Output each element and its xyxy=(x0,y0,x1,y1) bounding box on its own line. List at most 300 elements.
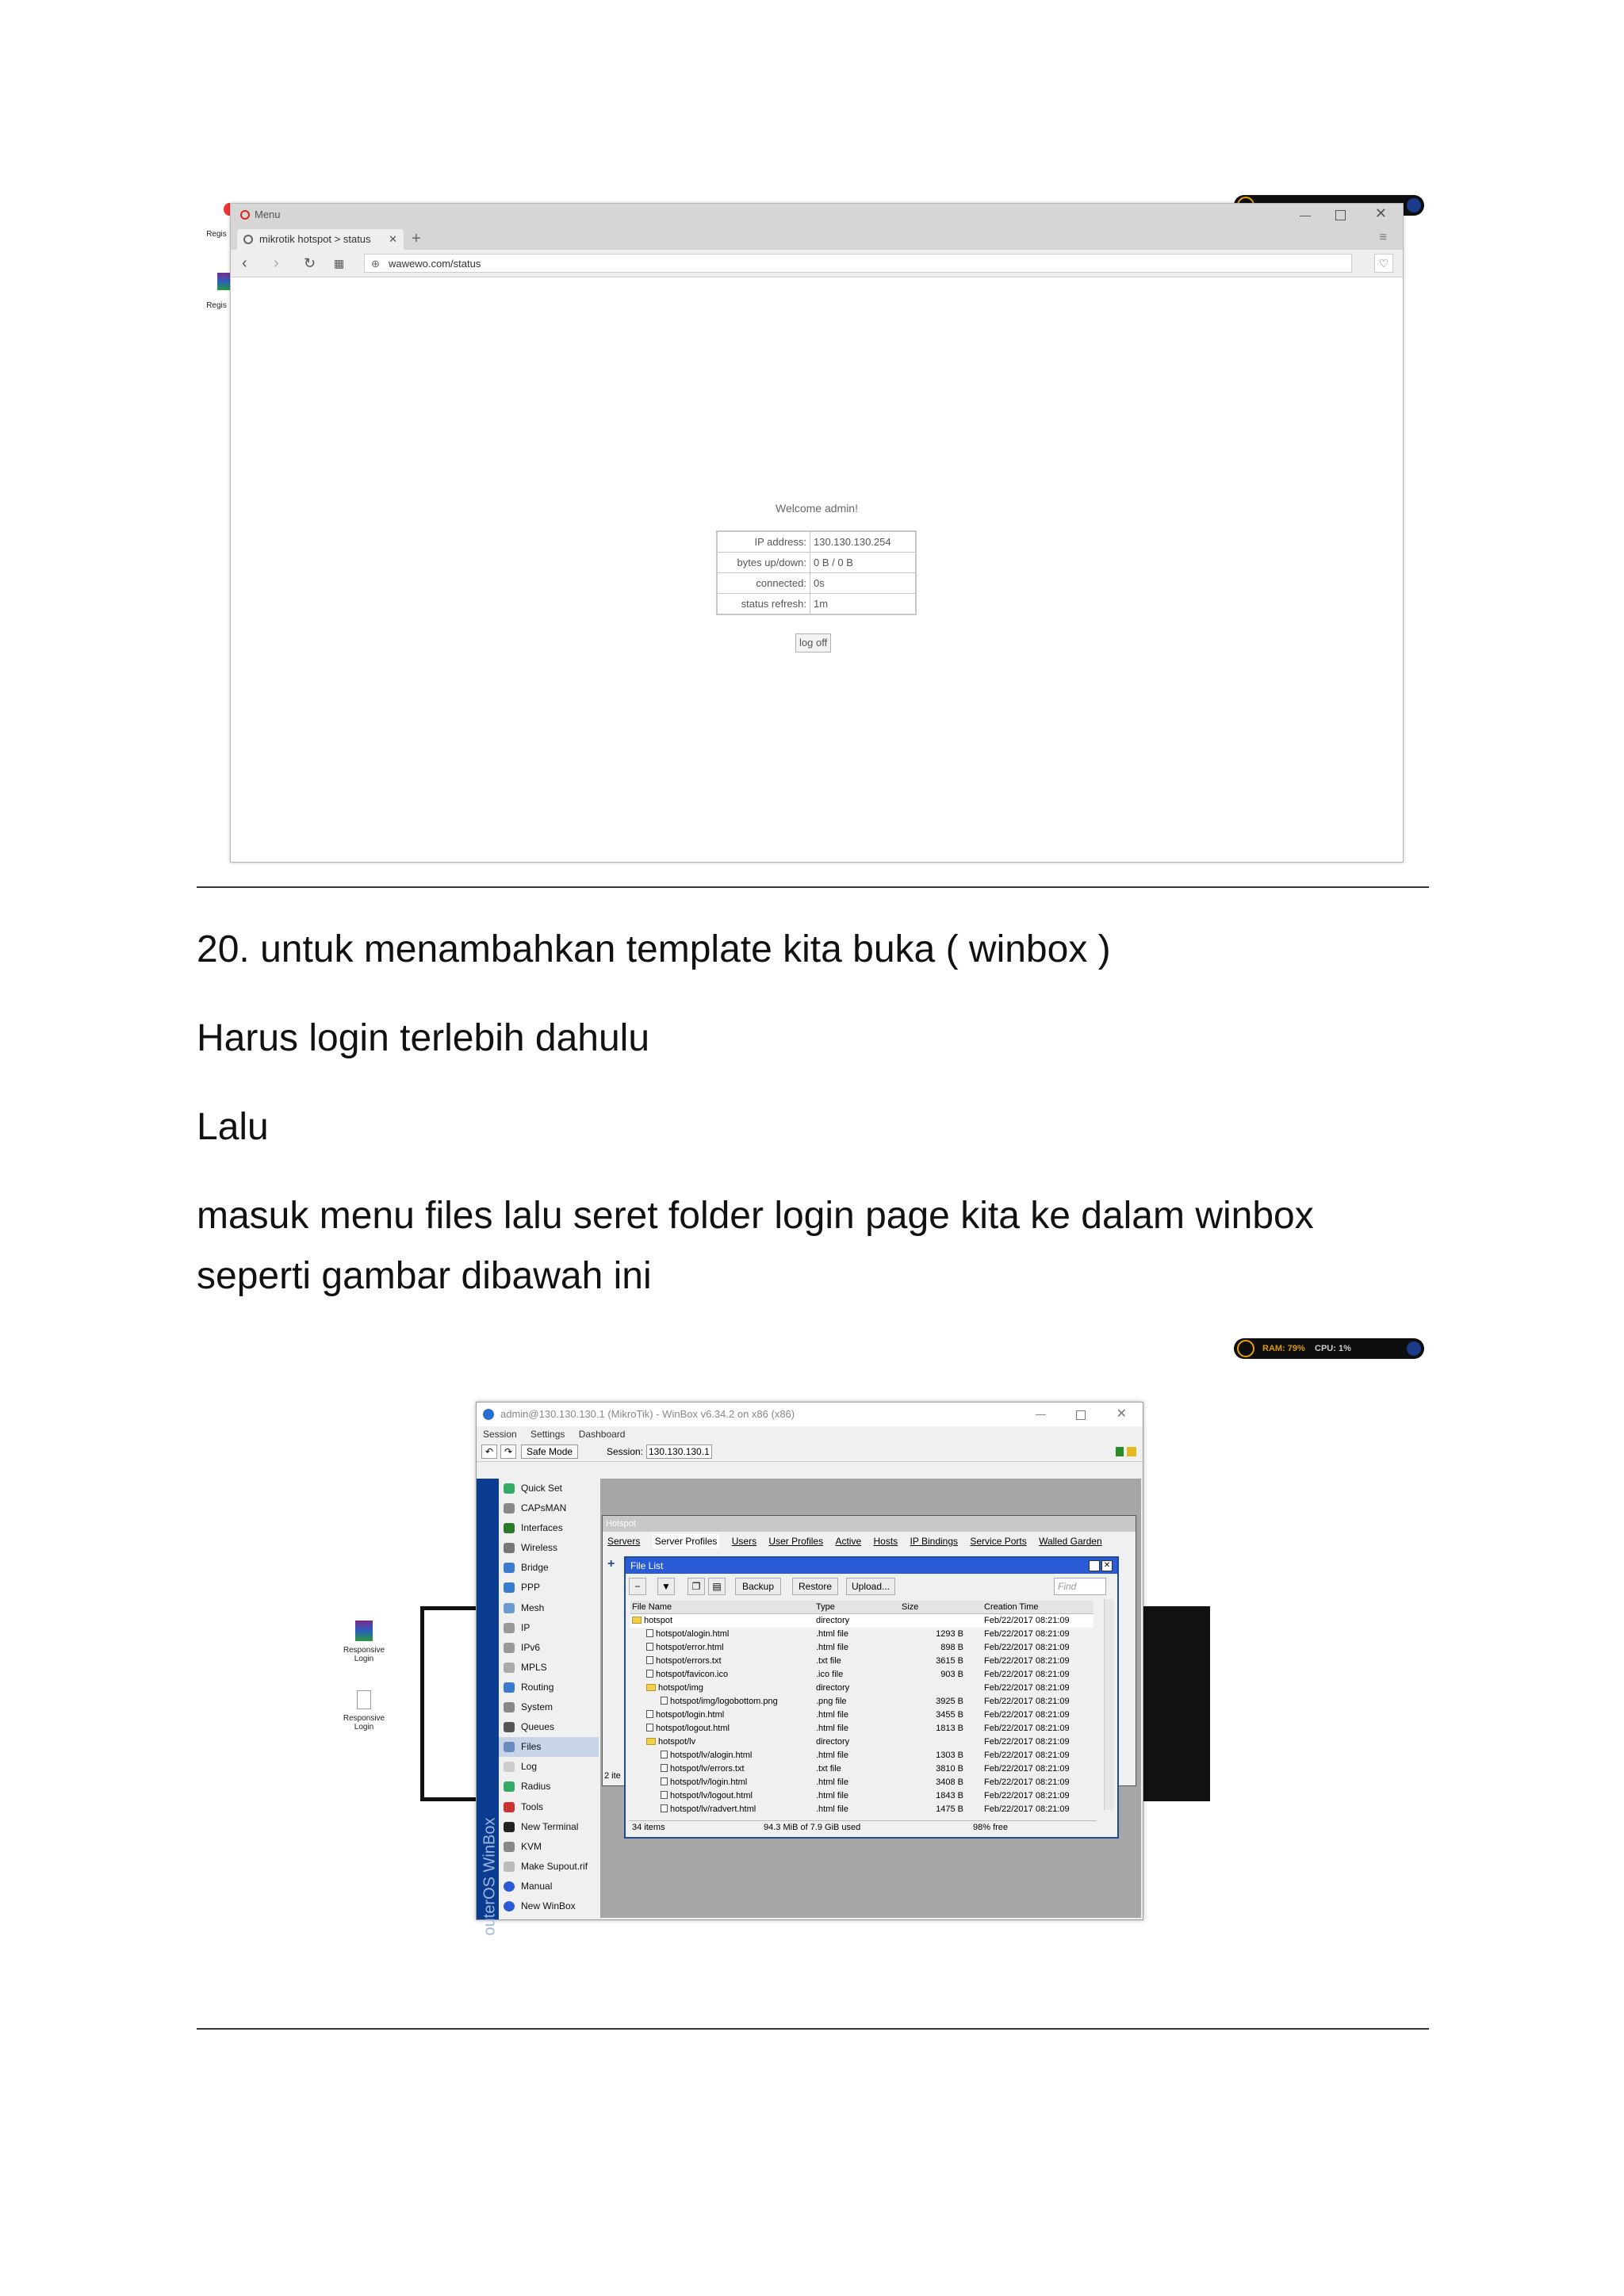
address-bar[interactable] xyxy=(364,254,1352,273)
file-icon xyxy=(357,1690,371,1709)
status-value: 130.130.130.254 xyxy=(810,531,917,553)
supout-icon xyxy=(504,1862,515,1872)
interfaces-icon xyxy=(504,1523,515,1533)
copy-icon[interactable]: ❐ xyxy=(688,1578,705,1595)
maximize-icon[interactable] xyxy=(1076,1410,1086,1420)
minimize-icon[interactable]: — xyxy=(1036,1408,1046,1420)
file-type xyxy=(816,1735,849,1749)
file-type-text: .txt file xyxy=(816,1764,841,1774)
file-time xyxy=(984,1789,1070,1803)
tab-menu-icon[interactable]: ≡ xyxy=(1379,231,1387,244)
sidebar-menu xyxy=(499,1479,599,1919)
maximize-icon[interactable] xyxy=(1335,210,1346,220)
file-type xyxy=(816,1722,848,1735)
file-time-text: Feb/22/2017 08:21:09 xyxy=(984,1629,1070,1639)
file-size-text: 3408 B xyxy=(936,1777,963,1787)
table-row[interactable] xyxy=(630,1641,1094,1655)
table-row[interactable] xyxy=(630,1628,1094,1641)
tab-ip-bindings[interactable]: IP Bindings xyxy=(910,1536,959,1547)
manual-icon xyxy=(504,1881,515,1892)
file-type-text: directory xyxy=(816,1683,850,1693)
file-type xyxy=(816,1762,841,1776)
table-row[interactable] xyxy=(630,1722,1094,1735)
mikrotik-icon xyxy=(243,235,253,244)
divider xyxy=(197,2028,1429,2030)
nav-label: Files xyxy=(521,1741,542,1753)
file-time-text: Feb/22/2017 08:21:09 xyxy=(984,1791,1070,1800)
nav-label: Bridge xyxy=(521,1562,549,1574)
file-list-titlebar xyxy=(626,1558,1117,1574)
desktop-label: Responsive Login xyxy=(343,1714,385,1732)
queues-icon xyxy=(504,1722,515,1732)
winrar-icon xyxy=(355,1621,373,1641)
file-icon xyxy=(646,1670,653,1678)
status-row xyxy=(717,573,916,594)
expand-icon xyxy=(1407,1341,1421,1356)
file-icon xyxy=(661,1777,668,1785)
file-size-text: 1475 B xyxy=(936,1804,963,1814)
file-time xyxy=(984,1695,1070,1709)
file-time xyxy=(984,1682,1070,1695)
close-icon[interactable]: ✕ xyxy=(1374,205,1387,221)
wireless-icon xyxy=(504,1543,515,1553)
file-size-text: 3810 B xyxy=(936,1764,963,1774)
file-list-toolbar xyxy=(626,1574,1117,1598)
file-icon xyxy=(661,1804,668,1812)
file-size xyxy=(860,1789,963,1803)
status-row xyxy=(717,594,916,615)
filter-icon[interactable]: ▼ xyxy=(657,1578,675,1595)
file-type-text: directory xyxy=(816,1616,850,1625)
tab-servers[interactable]: Servers xyxy=(607,1536,641,1547)
file-name-text: hotspot/error.html xyxy=(656,1643,724,1652)
sidebar-item-manual[interactable] xyxy=(499,1877,599,1896)
col-creation-time[interactable]: Creation Time xyxy=(984,1602,1039,1612)
tab-strip xyxy=(231,226,1403,250)
status-value: 1m xyxy=(810,594,917,615)
file-name-text: hotspot/favicon.ico xyxy=(656,1670,729,1679)
file-size xyxy=(860,1749,963,1762)
logoff-button[interactable]: log off xyxy=(795,633,831,652)
winbox-titlebar xyxy=(477,1402,1143,1426)
file-time-text: Feb/22/2017 08:21:09 xyxy=(984,1737,1070,1747)
sidebar-item-mpls[interactable] xyxy=(499,1658,599,1678)
file-icon xyxy=(646,1643,653,1651)
speed-dial-icon[interactable]: ▦ xyxy=(334,257,345,270)
ip-icon xyxy=(504,1623,515,1633)
file-size xyxy=(860,1709,963,1722)
file-type-text: .html file xyxy=(816,1643,848,1652)
file-name xyxy=(646,1628,729,1641)
nav-label: Manual xyxy=(521,1880,553,1892)
sidebar-item-new-terminal[interactable] xyxy=(499,1817,599,1837)
status-green-icon xyxy=(1116,1447,1124,1456)
gauge-icon xyxy=(1237,1340,1254,1357)
menu-label[interactable]: Menu xyxy=(255,209,281,220)
mesh-icon xyxy=(504,1603,515,1613)
session-field[interactable]: 130.130.130.1 xyxy=(646,1445,712,1459)
expand-icon xyxy=(1407,198,1421,212)
remove-button[interactable]: − xyxy=(629,1578,646,1595)
tab-service-ports[interactable]: Service Ports xyxy=(970,1536,1027,1547)
file-name-text: hotspot/lv/logout.html xyxy=(670,1791,753,1800)
file-time xyxy=(984,1668,1070,1682)
cpu-readout: CPU: 1% xyxy=(1315,1344,1351,1353)
sidebar-item-system[interactable] xyxy=(499,1697,599,1717)
winbox-brand-strip xyxy=(477,1479,499,1936)
nav-label: MPLS xyxy=(521,1661,547,1673)
file-type xyxy=(816,1655,841,1668)
file-type xyxy=(816,1668,843,1682)
navigation-bar xyxy=(231,250,1403,277)
file-list-window xyxy=(624,1556,1119,1839)
file-type-text: .html file xyxy=(816,1629,848,1639)
file-name xyxy=(646,1641,724,1655)
file-name-text: hotspot/img/logobottom.png xyxy=(670,1697,778,1706)
file-name-text: hotspot/lv/errors.txt xyxy=(670,1764,745,1774)
ram-readout: RAM: 79% xyxy=(1262,1344,1305,1353)
file-name-text: hotspot/login.html xyxy=(656,1710,725,1720)
tab-title: mikrotik hotspot > status xyxy=(259,233,371,245)
tab-walled-garden[interactable]: Walled Garden xyxy=(1039,1536,1102,1547)
folder-icon xyxy=(646,1738,656,1745)
opera-logo-icon xyxy=(240,210,250,220)
forward-icon[interactable]: › xyxy=(274,254,279,272)
sidebar-item-files[interactable] xyxy=(499,1737,599,1757)
paragraph: Harus login terlebih dahulu xyxy=(197,1017,650,1059)
ppp-icon xyxy=(504,1582,515,1593)
file-time xyxy=(984,1709,1070,1722)
file-time xyxy=(984,1641,1070,1655)
reload-icon[interactable]: ↻ xyxy=(304,255,316,271)
nav-label: Interfaces xyxy=(521,1522,563,1534)
sidebar-item-kvm[interactable] xyxy=(499,1837,599,1857)
file-type-text: .html file xyxy=(816,1777,848,1787)
file-icon xyxy=(646,1629,653,1637)
table-row[interactable] xyxy=(630,1803,1094,1816)
brand-text: outerOS WinBox xyxy=(481,1817,499,1936)
backup-button[interactable]: Backup xyxy=(735,1578,781,1595)
disk-free: 98% free xyxy=(973,1823,1009,1832)
disk-used: 94.3 MiB of 7.9 GiB used xyxy=(764,1823,861,1832)
file-time xyxy=(984,1735,1070,1749)
file-time-text: Feb/22/2017 08:21:09 xyxy=(984,1697,1070,1706)
file-size-text: 903 B xyxy=(940,1670,963,1679)
file-time-text: Feb/22/2017 08:21:09 xyxy=(984,1751,1070,1760)
nav-label: Tools xyxy=(521,1800,544,1812)
file-name-text: hotspot/logout.html xyxy=(656,1724,730,1733)
kvm-icon xyxy=(504,1842,515,1852)
nav-label: Wireless xyxy=(521,1542,558,1554)
file-name xyxy=(646,1735,695,1749)
file-size xyxy=(860,1641,963,1655)
col-size[interactable]: Size xyxy=(902,1602,919,1612)
sidebar-item-ppp[interactable] xyxy=(499,1578,599,1598)
file-type xyxy=(816,1695,847,1709)
sidebar-item-interfaces[interactable] xyxy=(499,1518,599,1538)
winbox-window xyxy=(476,1402,1143,1936)
close-window-icon[interactable]: ✕ xyxy=(1101,1560,1113,1571)
welcome-text: Welcome admin! xyxy=(775,502,858,515)
file-size-text: 1843 B xyxy=(936,1791,963,1800)
file-size xyxy=(860,1776,963,1789)
toolbar xyxy=(477,1442,1143,1462)
file-name-text: hotspot/lv/alogin.html xyxy=(670,1751,753,1760)
add-icon[interactable]: + xyxy=(607,1557,615,1571)
table-row[interactable] xyxy=(630,1735,1094,1749)
step-heading: 20. untuk menambahkan template kita buka ( winbox ) xyxy=(197,928,1111,970)
sidebar-item-tools[interactable] xyxy=(499,1797,599,1817)
table-row[interactable] xyxy=(630,1668,1094,1682)
file-type-text: .html file xyxy=(816,1710,848,1720)
file-type-text: .html file xyxy=(816,1804,848,1814)
status-bar xyxy=(629,1820,1097,1834)
winbox-icon xyxy=(504,1901,515,1911)
sidebar-item-mesh[interactable] xyxy=(499,1598,599,1618)
file-name xyxy=(632,1614,672,1628)
file-type-text: .html file xyxy=(816,1791,848,1800)
hotspot-tabs xyxy=(603,1532,1136,1551)
tools-icon xyxy=(504,1802,515,1812)
file-name xyxy=(646,1682,703,1695)
file-time-text: Feb/22/2017 08:21:09 xyxy=(984,1683,1070,1693)
sidebar-item-radius[interactable] xyxy=(499,1777,599,1797)
nav-label: Log xyxy=(521,1761,538,1773)
file-list-title: File List xyxy=(630,1560,664,1571)
file-size-text: 3455 B xyxy=(936,1710,963,1720)
file-time-text: Feb/22/2017 08:21:09 xyxy=(984,1710,1070,1720)
nav-label: Radius xyxy=(521,1781,551,1793)
file-icon xyxy=(661,1751,668,1758)
back-icon[interactable]: ‹ xyxy=(242,254,247,272)
menu-settings[interactable]: Settings xyxy=(530,1429,565,1440)
file-name-text: hotspot/lv xyxy=(658,1737,696,1747)
desktop-label: Regis xyxy=(206,301,227,310)
winrar-icon xyxy=(217,273,230,290)
file-name-text: hotspot/lv/radvert.html xyxy=(670,1804,756,1814)
tab-close-icon[interactable]: ✕ xyxy=(389,233,397,245)
nav-label: IP xyxy=(521,1621,530,1633)
nav-label: CAPsMAN xyxy=(521,1502,567,1514)
session-label: Session: xyxy=(607,1446,644,1457)
file-time xyxy=(984,1762,1070,1776)
ipv6-icon xyxy=(504,1643,515,1653)
status-key: IP address: xyxy=(717,531,810,553)
nav-label: IPv6 xyxy=(521,1641,541,1653)
restore-window-icon[interactable] xyxy=(1089,1560,1100,1571)
status-key: bytes up/down: xyxy=(717,553,810,573)
new-tab-icon[interactable]: + xyxy=(412,230,421,247)
sidebar-item-ip[interactable] xyxy=(499,1618,599,1638)
file-size xyxy=(860,1695,963,1709)
file-name-text: hotspot/alogin.html xyxy=(656,1629,730,1639)
col-type[interactable]: Type xyxy=(816,1602,835,1612)
status-value: 0 B / 0 B xyxy=(810,553,917,573)
tab-user-profiles[interactable]: User Profiles xyxy=(768,1536,824,1547)
status-row xyxy=(717,553,916,573)
file-size-text: 3925 B xyxy=(936,1697,963,1706)
window-title: admin@130.130.130.1 (MikroTik) - WinBox v6.34.2 on x86 (x86) xyxy=(500,1408,795,1420)
sidebar-item-wireless[interactable] xyxy=(499,1538,599,1558)
file-size xyxy=(860,1803,963,1816)
menu-bar xyxy=(477,1426,1143,1442)
file-size-text: 1813 B xyxy=(936,1724,963,1733)
col-file-name[interactable]: File Name xyxy=(632,1602,672,1612)
table-header xyxy=(630,1601,1094,1614)
system-icon xyxy=(504,1702,515,1712)
paragraph: Lalu xyxy=(197,1106,269,1148)
nav-label: Quick Set xyxy=(521,1483,563,1494)
table-row[interactable] xyxy=(630,1682,1094,1695)
file-name xyxy=(646,1655,722,1668)
sidebar-item-capsman[interactable] xyxy=(499,1498,599,1518)
table-row[interactable] xyxy=(630,1762,1094,1776)
item-count: 34 items xyxy=(632,1823,665,1832)
menu-dashboard[interactable]: Dashboard xyxy=(578,1429,626,1440)
file-type xyxy=(816,1803,848,1816)
table-row[interactable] xyxy=(630,1614,1094,1628)
desktop-label: Regis xyxy=(206,230,227,239)
file-type-text: directory xyxy=(816,1737,850,1747)
file-type-text: .html file xyxy=(816,1751,848,1760)
file-time xyxy=(984,1655,1070,1668)
file-type-text: .ico file xyxy=(816,1670,844,1679)
file-size-text: 898 B xyxy=(940,1643,963,1652)
file-time xyxy=(984,1803,1070,1816)
system-monitor-widget xyxy=(1234,1338,1424,1359)
browser-titlebar xyxy=(231,204,1403,226)
winbox-logo-icon xyxy=(483,1409,494,1420)
file-size-text: 1293 B xyxy=(936,1629,963,1639)
url-text: wawewo.com/status xyxy=(389,258,481,270)
file-type xyxy=(816,1749,848,1762)
file-type-text: .html file xyxy=(816,1724,848,1733)
side-item-count: 2 ite xyxy=(604,1771,621,1781)
file-type xyxy=(816,1628,848,1641)
file-type xyxy=(816,1709,848,1722)
sidebar-item-new-winbox[interactable] xyxy=(499,1896,599,1916)
status-row xyxy=(717,531,916,553)
file-time-text: Feb/22/2017 08:21:09 xyxy=(984,1724,1070,1733)
table-row[interactable] xyxy=(630,1655,1094,1668)
file-size-text: 1303 B xyxy=(936,1751,963,1760)
bridge-icon xyxy=(504,1563,515,1573)
file-name-text: hotspot/errors.txt xyxy=(656,1656,722,1666)
nav-label: New WinBox xyxy=(521,1900,576,1911)
file-name-text: hotspot/lv/login.html xyxy=(670,1777,748,1787)
table-row[interactable] xyxy=(630,1709,1094,1722)
hotspot-title: Hotspot xyxy=(606,1519,636,1529)
file-name xyxy=(661,1749,752,1762)
minimize-icon[interactable]: — xyxy=(1300,209,1311,221)
safe-mode-button[interactable]: Safe Mode xyxy=(521,1445,578,1459)
paste-icon[interactable]: ▤ xyxy=(708,1578,726,1595)
backdrop-right xyxy=(1134,1606,1210,1801)
file-time-text: Feb/22/2017 08:21:09 xyxy=(984,1777,1070,1787)
browser-window xyxy=(230,203,1404,863)
file-name xyxy=(661,1762,745,1776)
file-time xyxy=(984,1776,1070,1789)
sidebar-item-routing[interactable] xyxy=(499,1678,599,1697)
file-type xyxy=(816,1641,848,1655)
file-name xyxy=(661,1776,747,1789)
status-value: 0s xyxy=(810,573,917,594)
sidebar-item-make-supout[interactable] xyxy=(499,1857,599,1877)
sidebar-item-quick-set[interactable] xyxy=(499,1479,599,1498)
file-time-text: Feb/22/2017 08:21:09 xyxy=(984,1643,1070,1652)
scrollbar[interactable] xyxy=(1104,1599,1114,1810)
lock-icon xyxy=(1127,1447,1136,1456)
close-icon[interactable]: ✕ xyxy=(1116,1407,1127,1421)
restore-button[interactable]: Restore xyxy=(792,1578,838,1595)
file-size xyxy=(860,1668,963,1682)
nav-label: Queues xyxy=(521,1721,555,1733)
table-row[interactable] xyxy=(630,1695,1094,1709)
sidebar-item-bridge[interactable] xyxy=(499,1558,599,1578)
folder-icon xyxy=(632,1617,642,1624)
file-time-text: Feb/22/2017 08:21:09 xyxy=(984,1804,1070,1814)
file-time-text: Feb/22/2017 08:21:09 xyxy=(984,1764,1070,1774)
log-icon xyxy=(504,1762,515,1772)
file-icon xyxy=(646,1710,653,1718)
sidebar-item-log[interactable] xyxy=(499,1757,599,1777)
folder-icon xyxy=(646,1684,656,1691)
file-name xyxy=(646,1709,724,1722)
file-size xyxy=(860,1628,963,1641)
tab-active[interactable]: Active xyxy=(835,1536,862,1547)
table-row[interactable] xyxy=(630,1749,1094,1762)
tab-server-profiles[interactable]: Server Profiles xyxy=(653,1534,720,1548)
file-icon xyxy=(646,1724,653,1732)
table-row[interactable] xyxy=(630,1789,1094,1803)
undo-icon[interactable]: ↶ xyxy=(481,1445,497,1459)
mpls-icon xyxy=(504,1663,515,1673)
nav-label: System xyxy=(521,1701,553,1713)
file-time xyxy=(984,1722,1070,1735)
file-time-text: Feb/22/2017 08:21:09 xyxy=(984,1616,1070,1625)
sidebar-item-queues[interactable] xyxy=(499,1717,599,1737)
nav-label: New Terminal xyxy=(521,1820,579,1832)
nav-label: KVM xyxy=(521,1840,542,1852)
nav-label: Mesh xyxy=(521,1601,545,1613)
redo-icon[interactable]: ↷ xyxy=(500,1445,516,1459)
heart-icon[interactable]: ♡ xyxy=(1374,254,1393,273)
tab-users[interactable]: Users xyxy=(731,1536,757,1547)
globe-icon: ⊕ xyxy=(371,258,380,270)
table-row[interactable] xyxy=(630,1776,1094,1789)
nav-label: Routing xyxy=(521,1681,554,1693)
file-icon xyxy=(661,1791,668,1799)
desktop-label: Responsive Login xyxy=(343,1646,385,1663)
file-name xyxy=(646,1668,728,1682)
tab-hosts[interactable]: Hosts xyxy=(873,1536,898,1547)
find-input[interactable]: Find xyxy=(1054,1578,1106,1595)
file-name-text: hotspot xyxy=(644,1616,673,1625)
menu-session[interactable]: Session xyxy=(483,1429,517,1440)
hotspot-titlebar xyxy=(603,1516,1136,1532)
file-icon xyxy=(661,1764,668,1772)
routing-icon xyxy=(504,1682,515,1693)
nav-label: PPP xyxy=(521,1582,541,1594)
file-type xyxy=(816,1789,848,1803)
tab-hotspot-status[interactable] xyxy=(237,229,404,250)
upload-button[interactable]: Upload... xyxy=(846,1578,895,1595)
capsman-icon xyxy=(504,1503,515,1513)
file-icon xyxy=(661,1697,668,1705)
sidebar-item-ipv6[interactable] xyxy=(499,1638,599,1658)
file-time xyxy=(984,1628,1070,1641)
status-key: status refresh: xyxy=(717,594,810,615)
